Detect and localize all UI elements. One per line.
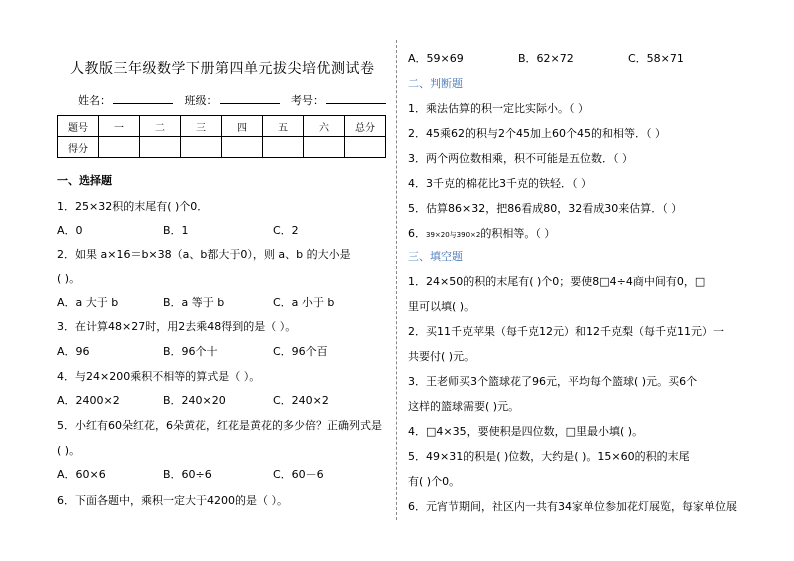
option-b[interactable]: B．62×72 bbox=[518, 52, 574, 65]
score-cell: 五 bbox=[263, 116, 304, 137]
score-input[interactable] bbox=[181, 137, 222, 158]
score-cell: 三 bbox=[181, 116, 222, 137]
fill-item: 共要付( )元。 bbox=[408, 350, 476, 363]
score-header-row bbox=[58, 116, 386, 137]
student-info bbox=[78, 92, 394, 108]
judge-item: 4．3千克的棉花比3千克的铁轻．（ ） bbox=[408, 177, 592, 190]
score-input[interactable] bbox=[263, 137, 304, 158]
fill-item: 5．49×31的积是( )位数，大约是( )。15×60的积的末尾 bbox=[408, 450, 690, 463]
question-text: 6．下面各题中，乘积一定大于4200的是（ ）。 bbox=[57, 494, 288, 507]
option-b[interactable]: B．1 bbox=[163, 224, 189, 237]
name-label: 姓名： bbox=[78, 94, 111, 107]
score-cell: 总分 bbox=[345, 116, 386, 137]
section-heading-fill: 三、填空题 bbox=[408, 250, 463, 263]
judge-item: 3．两个两位数相乘，积不可能是五位数．（ ） bbox=[408, 152, 633, 165]
class-label: 班级： bbox=[184, 94, 218, 107]
fill-item: 1．24×50的积的末尾有( )个0；要使8□4÷4商中间有0，□ bbox=[408, 275, 706, 288]
option-c[interactable]: C．96个百 bbox=[273, 345, 328, 358]
fill-item: 2．买11千克苹果（每千克12元）和12千克梨（每千克11元）一 bbox=[408, 325, 724, 338]
id-label: 考号： bbox=[291, 94, 324, 107]
name-field[interactable] bbox=[113, 93, 173, 104]
option-c[interactable]: C．240×2 bbox=[273, 394, 329, 407]
question-text: 1．25×32积的末尾有( )个0． bbox=[57, 200, 209, 213]
option-a[interactable]: A．60×6 bbox=[57, 468, 106, 481]
score-cell: 得分 bbox=[58, 137, 99, 158]
score-input[interactable] bbox=[222, 137, 263, 158]
score-cell: 四 bbox=[222, 116, 263, 137]
class-field[interactable] bbox=[220, 93, 280, 104]
score-table bbox=[57, 115, 386, 158]
column-divider bbox=[396, 40, 397, 520]
option-a[interactable]: A．96 bbox=[57, 345, 90, 358]
score-input[interactable] bbox=[345, 137, 386, 158]
option-b[interactable]: B．60÷6 bbox=[163, 468, 212, 481]
option-a[interactable]: A．2400×2 bbox=[57, 394, 120, 407]
score-input[interactable] bbox=[304, 137, 345, 158]
judge-tail: 的积相等。（ ） bbox=[480, 227, 556, 240]
score-cell: 一 bbox=[99, 116, 140, 137]
judge-item: 2．45乘62的积与2个45加上60个45的和相等．（ ） bbox=[408, 127, 666, 140]
option-c[interactable]: C．a 小于 b bbox=[273, 296, 335, 309]
fill-item: 里可以填( )。 bbox=[408, 300, 476, 313]
score-cell: 题号 bbox=[58, 116, 99, 137]
option-b[interactable]: B．240×20 bbox=[163, 394, 226, 407]
page-title: 人教版三年级数学下册第四单元拔尖培优测试卷 bbox=[70, 61, 375, 77]
fill-item: 有( )个0。 bbox=[408, 475, 461, 488]
judge-number: 6． bbox=[408, 227, 426, 240]
score-input[interactable] bbox=[140, 137, 181, 158]
judge-item bbox=[408, 225, 555, 241]
fill-item: 这样的篮球需要( )元。 bbox=[408, 400, 520, 413]
option-a[interactable]: A．0 bbox=[57, 224, 83, 237]
option-c[interactable]: C．2 bbox=[273, 224, 299, 237]
id-field[interactable] bbox=[326, 93, 386, 104]
fill-item: 3．王老师买3个篮球花了96元，平均每个篮球( )元。买6个 bbox=[408, 375, 698, 388]
score-cell: 二 bbox=[140, 116, 181, 137]
score-cell: 六 bbox=[304, 116, 345, 137]
judge-expression: 39×20与390×2 bbox=[426, 231, 481, 239]
score-value-row bbox=[58, 137, 386, 158]
fill-item: 4．□4×35，要使积是四位数，□里最小填( )。 bbox=[408, 425, 644, 438]
judge-item: 5．估算86×32，把86看成80，32看成30来估算．（ ） bbox=[408, 202, 683, 215]
option-b[interactable]: B．a 等于 b bbox=[163, 296, 225, 309]
question-text: ( )。 bbox=[57, 272, 81, 285]
question-text: 5．小红有60朵红花，6朵黄花，红花是黄花的多少倍？正确列式是 bbox=[57, 419, 382, 432]
option-a[interactable]: A．59×69 bbox=[408, 52, 464, 65]
option-a[interactable]: A．a 大于 b bbox=[57, 296, 119, 309]
option-c[interactable]: C．60－6 bbox=[273, 468, 324, 481]
section-heading-judge: 二、判断题 bbox=[408, 77, 463, 90]
option-b[interactable]: B．96个十 bbox=[163, 345, 218, 358]
fill-item: 6．元宵节期间，社区内一共有34家单位参加花灯展览，每家单位展 bbox=[408, 500, 737, 513]
question-text: 4．与24×200乘积不相等的算式是（ ）。 bbox=[57, 370, 261, 383]
score-input[interactable] bbox=[99, 137, 140, 158]
section-heading-choice: 一、选择题 bbox=[57, 174, 112, 187]
question-text: ( )。 bbox=[57, 444, 81, 457]
question-text: 3．在计算48×27时，用2去乘48得到的是（ ）。 bbox=[57, 320, 297, 333]
option-c[interactable]: C．58×71 bbox=[628, 52, 684, 65]
judge-item: 1．乘法估算的积一定比实际小。（ ） bbox=[408, 102, 589, 115]
question-text: 2．如果 a×16＝b×38（a、b都大于0），则 a、b 的大小是 bbox=[57, 248, 351, 261]
